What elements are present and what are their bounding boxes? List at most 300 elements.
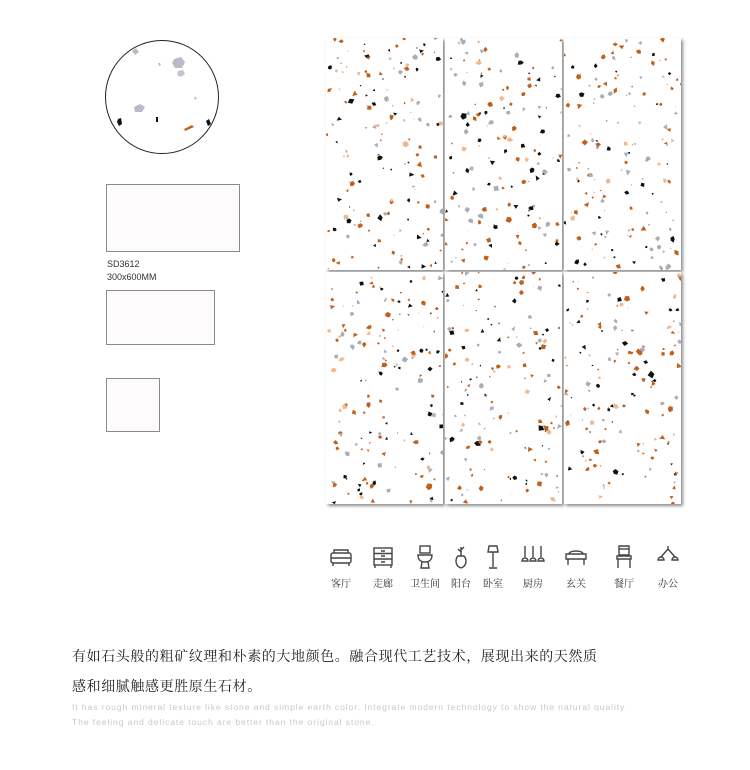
terrazzo-chip — [348, 99, 355, 104]
terrazzo-chip — [498, 351, 501, 354]
terrazzo-chip — [603, 256, 606, 258]
terrazzo-chip — [498, 415, 502, 420]
terrazzo-chip — [626, 170, 631, 176]
terrazzo-chip — [416, 46, 418, 49]
terrazzo-chip — [619, 303, 624, 307]
terrazzo-chip — [379, 71, 383, 75]
terrazzo-chip — [404, 67, 410, 72]
terrazzo-chip — [499, 69, 502, 73]
terrazzo-chip — [359, 282, 364, 286]
terrazzo-chip — [507, 337, 509, 339]
english-description-line-1: It has rough mineral texture like stone and simple earth color. Integrate modern technology to show the natural quality — [72, 702, 626, 712]
terrazzo-chip — [524, 377, 527, 379]
terrazzo-chip — [642, 92, 646, 96]
terrazzo-chip — [397, 432, 398, 433]
terrazzo-chip — [640, 286, 644, 292]
terrazzo-chip — [369, 281, 374, 284]
room-label: 餐厅 — [614, 579, 634, 590]
terrazzo-chip — [668, 180, 672, 184]
terrazzo-chip — [358, 484, 362, 488]
terrazzo-chip — [661, 278, 665, 282]
terrazzo-chip — [462, 81, 466, 86]
terrazzo-chip — [392, 105, 394, 107]
terrazzo-chip — [528, 206, 533, 210]
room-label: 卫生间 — [410, 579, 440, 590]
terrazzo-chip — [394, 366, 396, 368]
terrazzo-chip — [366, 325, 372, 329]
terrazzo-chip — [469, 378, 472, 380]
terrazzo-chip — [538, 115, 542, 118]
terrazzo-chip — [337, 198, 342, 202]
terrazzo-chip — [556, 222, 560, 226]
terrazzo-chip — [480, 74, 483, 78]
terrazzo-chip — [626, 94, 628, 96]
terrazzo-chip — [446, 299, 449, 302]
terrazzo-chip — [523, 107, 526, 111]
terrazzo-chip — [416, 101, 420, 105]
terrazzo-chip — [641, 178, 644, 181]
terrazzo-chip — [607, 408, 610, 411]
terrazzo-chip — [557, 159, 560, 162]
terrazzo-chip — [401, 255, 402, 257]
terrazzo-chip — [525, 249, 527, 251]
terrazzo-chip — [434, 38, 437, 40]
terrazzo-chip — [418, 145, 421, 149]
terrazzo-chip — [407, 219, 409, 221]
terrazzo-chip — [481, 72, 482, 74]
terrazzo-chip — [473, 116, 477, 121]
terrazzo-chip — [453, 172, 455, 174]
terrazzo-chip — [484, 469, 486, 471]
terrazzo-chip — [528, 315, 533, 319]
terrazzo-chip — [405, 63, 410, 67]
terrazzo-chip — [440, 233, 443, 236]
terrazzo-chip — [677, 363, 681, 368]
terrazzo-chip — [387, 489, 391, 493]
terrazzo-chip — [598, 326, 602, 330]
terrazzo-chip — [336, 261, 340, 265]
terrazzo-chip — [429, 264, 432, 268]
terrazzo-chip — [368, 230, 370, 233]
terrazzo-chip — [350, 312, 355, 317]
terrazzo-closeup-circle — [105, 40, 219, 154]
terrazzo-chip — [678, 332, 680, 334]
terrazzo-chip — [648, 371, 655, 379]
terrazzo-chip — [478, 284, 481, 288]
terrazzo-chip — [450, 437, 455, 443]
terrazzo-chip — [677, 339, 681, 344]
terrazzo-chip — [338, 421, 341, 423]
terrazzo-chip — [428, 350, 431, 354]
terrazzo-chip — [463, 283, 465, 285]
terrazzo-chip — [521, 180, 526, 185]
terrazzo-chip — [395, 388, 399, 391]
room-bedroom — [473, 544, 513, 590]
terrazzo-chip — [504, 149, 507, 154]
terrazzo-chip — [511, 185, 513, 187]
terrazzo-chip — [493, 417, 495, 419]
chair-icon — [611, 544, 637, 570]
room-label: 卧室 — [483, 579, 503, 590]
terrazzo-chip — [539, 278, 541, 281]
terrazzo-chip — [446, 293, 450, 297]
terrazzo-chip — [402, 356, 409, 362]
terrazzo-chip — [453, 363, 456, 366]
terrazzo-chip — [489, 376, 491, 378]
terrazzo-chip — [439, 425, 443, 429]
terrazzo-chip — [546, 222, 551, 227]
terrazzo-chip — [673, 294, 677, 299]
product-spec — [107, 258, 157, 284]
terrazzo-chip — [589, 431, 590, 433]
terrazzo-chip — [430, 312, 432, 314]
terrazzo-chip — [477, 436, 481, 440]
terrazzo-chip — [618, 429, 621, 434]
terrazzo-chip — [392, 345, 394, 347]
terrazzo-chip — [333, 440, 338, 444]
terrazzo-chip — [397, 300, 400, 303]
terrazzo-chip — [354, 224, 356, 226]
terrazzo-chip — [460, 113, 466, 120]
terrazzo-chip — [622, 404, 626, 407]
terrazzo-chip — [631, 86, 633, 88]
terrazzo-chip — [611, 50, 614, 54]
terrazzo-chip — [419, 49, 424, 53]
terrazzo-chip — [542, 445, 544, 447]
terrazzo-chip — [360, 380, 362, 382]
terrazzo-chip — [448, 349, 452, 352]
terrazzo-chip — [584, 192, 587, 195]
terrazzo-chip — [616, 74, 619, 77]
terrazzo-chip — [591, 231, 596, 235]
terrazzo-chip — [587, 292, 589, 294]
terrazzo-chip — [564, 54, 566, 58]
terrazzo-chip — [398, 367, 400, 370]
terrazzo-chip — [427, 228, 430, 231]
terrazzo-chip — [461, 381, 462, 382]
terrazzo-chip — [336, 446, 340, 450]
terrazzo-chip — [478, 145, 480, 147]
terrazzo-chip — [464, 52, 468, 55]
terrazzo-chip — [455, 257, 457, 259]
terrazzo-chip — [452, 327, 455, 330]
terrazzo-chip — [345, 452, 350, 457]
terrazzo-chip — [545, 262, 547, 264]
terrazzo-chip — [373, 89, 376, 91]
terrazzo-chip — [594, 243, 597, 245]
terrazzo-chip — [404, 163, 406, 165]
terrazzo-chip — [415, 473, 417, 475]
terrazzo-texture — [564, 38, 681, 270]
terrazzo-chip — [570, 216, 575, 221]
terrazzo-chip — [390, 115, 394, 121]
terrazzo-chip — [471, 474, 473, 477]
terrazzo-chip — [645, 246, 648, 248]
terrazzo-tile — [445, 272, 562, 504]
terrazzo-chip — [566, 308, 569, 311]
terrazzo-chip — [584, 202, 589, 207]
terrazzo-chip — [557, 475, 559, 477]
terrazzo-chip — [482, 207, 487, 212]
terrazzo-tile — [564, 38, 681, 270]
terrazzo-chip — [670, 351, 675, 356]
terrazzo-chip — [628, 229, 631, 232]
terrazzo-chip — [612, 56, 616, 60]
terrazzo-chip — [475, 289, 478, 292]
terrazzo-chip — [611, 421, 613, 423]
terrazzo-chip — [632, 144, 633, 146]
terrazzo-chip — [395, 44, 398, 48]
terrazzo-chip — [367, 332, 371, 336]
terrazzo-chip — [393, 113, 397, 116]
terrazzo-chip — [601, 439, 607, 443]
terrazzo-chip — [580, 315, 583, 318]
terrazzo-chip — [507, 263, 508, 264]
terrazzo-chip — [544, 379, 548, 383]
terrazzo-chip — [568, 466, 573, 470]
terrazzo-chip — [556, 486, 559, 489]
terrazzo-chip — [650, 256, 654, 259]
terrazzo-chip — [357, 72, 360, 75]
terrazzo-chip — [582, 419, 584, 420]
terrazzo-chip — [493, 370, 496, 372]
terrazzo-chip — [461, 272, 463, 274]
terrazzo-chip — [518, 241, 522, 245]
terrazzo-chip — [357, 341, 362, 345]
terrazzo-chip — [467, 384, 470, 387]
terrazzo-chip — [508, 412, 509, 414]
terrazzo-chip — [572, 324, 574, 326]
terrazzo-chip — [430, 500, 432, 503]
terrazzo-chip — [410, 432, 413, 435]
room-corridor — [363, 544, 403, 590]
terrazzo-chip — [359, 492, 362, 495]
terrazzo-chip — [585, 427, 588, 430]
terrazzo-chip — [399, 229, 402, 232]
terrazzo-chip — [343, 156, 345, 157]
terrazzo-chip — [650, 456, 654, 459]
terrazzo-chip — [407, 266, 410, 269]
terrazzo-chip — [337, 117, 342, 121]
terrazzo-chip — [464, 129, 469, 135]
bench-icon — [563, 544, 589, 570]
terrazzo-chip — [536, 175, 540, 180]
terrazzo-chip — [495, 208, 498, 210]
terrazzo-chip — [331, 123, 335, 126]
terrazzo-chip — [674, 111, 678, 114]
terrazzo-chip — [528, 181, 530, 182]
terrazzo-chip — [396, 364, 398, 367]
terrazzo-chip — [538, 420, 542, 423]
terrazzo-chip — [382, 363, 388, 368]
terrazzo-chip — [496, 364, 501, 368]
terrazzo-chip — [465, 168, 469, 174]
terrazzo-chip — [579, 92, 585, 97]
terrazzo-chip — [506, 111, 510, 115]
terrazzo-chip — [606, 120, 607, 122]
room-living — [321, 544, 361, 590]
terrazzo-chip — [436, 57, 441, 61]
terrazzo-chip — [611, 249, 613, 251]
terrazzo-chip — [574, 259, 579, 264]
terrazzo-chip — [407, 298, 410, 301]
terrazzo-chip — [535, 342, 538, 345]
terrazzo-chip — [624, 191, 629, 195]
terrazzo-chip — [557, 424, 562, 429]
terrazzo-chip — [550, 421, 553, 424]
terrazzo-chip — [343, 305, 344, 306]
terrazzo-chip — [589, 354, 591, 356]
terrazzo-chip — [532, 223, 537, 229]
terrazzo-chip — [595, 140, 598, 142]
terrazzo-chip — [532, 66, 534, 69]
terrazzo-chip — [378, 432, 381, 435]
terrazzo-chip — [386, 122, 388, 124]
terrazzo-chip — [624, 152, 629, 157]
terrazzo-chip — [617, 122, 620, 125]
terrazzo-chip — [475, 60, 482, 65]
terrazzo-chip — [357, 488, 360, 491]
terrazzo-chip — [628, 351, 631, 355]
terrazzo-chip — [433, 155, 437, 159]
terrazzo-chip — [607, 146, 611, 151]
terrazzo-chip — [487, 102, 493, 107]
terrazzo-chip — [434, 52, 435, 53]
terrazzo-chip — [582, 455, 584, 457]
terrazzo-chip — [525, 389, 531, 394]
terrazzo-chip — [676, 78, 679, 81]
terrazzo-chip — [666, 211, 667, 213]
terrazzo-chip — [494, 306, 497, 308]
terrazzo-chip — [382, 329, 385, 332]
terrazzo-chip — [643, 360, 648, 364]
terrazzo-chip — [516, 336, 518, 338]
terrazzo-chip — [610, 404, 614, 407]
terrazzo-chip — [560, 404, 562, 407]
terrazzo-chip — [537, 482, 542, 487]
terrazzo-chip — [484, 111, 487, 115]
terrazzo-chip — [601, 419, 605, 422]
terrazzo-chip — [601, 54, 606, 59]
terrazzo-chip — [327, 329, 332, 333]
terrazzo-chip — [612, 272, 618, 274]
terrazzo-chip — [463, 59, 465, 62]
terrazzo-chip — [624, 161, 627, 165]
terrazzo-chip — [515, 52, 519, 58]
terrazzo-chip — [641, 183, 645, 187]
terrazzo-chip — [448, 115, 452, 118]
terrazzo-chip — [457, 485, 462, 490]
terrazzo-chip — [555, 416, 557, 418]
terrazzo-chip — [524, 447, 527, 450]
terrazzo-chip — [546, 107, 548, 109]
terrazzo-chip — [332, 501, 336, 504]
terrazzo-chip — [533, 149, 536, 152]
terrazzo-chip — [400, 292, 403, 294]
terrazzo-chip — [488, 244, 492, 248]
terrazzo-chip — [667, 128, 672, 132]
terrazzo-chip — [487, 318, 489, 320]
terrazzo-chip — [637, 443, 641, 447]
terrazzo-chip — [427, 367, 432, 372]
terrazzo-chip — [564, 356, 566, 359]
terrazzo-chip — [543, 339, 547, 344]
terrazzo-chip — [662, 250, 665, 254]
terrazzo-chip — [344, 329, 347, 333]
terrazzo-chip — [650, 248, 654, 252]
terrazzo-chip — [511, 326, 515, 331]
terrazzo-chip — [670, 463, 673, 465]
terrazzo-chip — [668, 72, 671, 75]
terrazzo-chip — [644, 312, 649, 316]
terrazzo-chip — [503, 268, 506, 270]
terrazzo-chip — [608, 91, 614, 96]
terrazzo-chip — [434, 261, 437, 264]
terrazzo-texture — [326, 38, 443, 270]
terrazzo-chip — [446, 477, 450, 482]
terrazzo-chip — [604, 236, 606, 238]
terrazzo-chip — [587, 308, 589, 310]
terrazzo-chip — [671, 331, 675, 334]
terrazzo-chip — [468, 218, 473, 223]
terrazzo-chip — [606, 179, 611, 184]
terrazzo-chip — [474, 103, 476, 105]
terrazzo-chip — [381, 452, 386, 456]
terrazzo-chip — [351, 256, 354, 259]
terrazzo-chip — [380, 139, 382, 141]
terrazzo-chip — [660, 38, 665, 43]
terrazzo-texture — [445, 38, 562, 270]
terrazzo-chip — [360, 448, 362, 451]
terrazzo-chip — [594, 63, 598, 68]
terrazzo-chip — [410, 112, 412, 113]
terrazzo-chip — [343, 215, 349, 220]
terrazzo-chip — [547, 397, 551, 401]
terrazzo-chip — [359, 495, 364, 499]
terrazzo-chip — [377, 342, 380, 345]
terrazzo-chip — [352, 91, 357, 97]
terrazzo-chip — [403, 141, 409, 147]
terrazzo-chip — [661, 201, 663, 203]
terrazzo-chip — [414, 189, 415, 190]
terrazzo-chip — [418, 378, 424, 383]
terrazzo-chip — [576, 320, 580, 324]
terrazzo-chip — [372, 102, 377, 106]
terrazzo-chip — [478, 139, 482, 143]
terrazzo-chip — [620, 169, 622, 171]
terrazzo-chip — [399, 260, 403, 265]
terrazzo-chip — [499, 96, 505, 102]
room-label: 办公 — [658, 579, 678, 590]
terrazzo-chip — [676, 308, 680, 311]
terrazzo-chip — [539, 144, 540, 145]
terrazzo-chip — [479, 485, 484, 491]
terrazzo-chip — [531, 272, 536, 275]
terrazzo-chip — [391, 298, 394, 302]
terrazzo-chip — [461, 493, 464, 496]
terrazzo-chip — [426, 465, 430, 469]
terrazzo-chip — [600, 233, 602, 235]
terrazzo-chip — [631, 57, 632, 58]
terrazzo-chip — [392, 319, 394, 321]
terrazzo-chip — [487, 183, 491, 186]
terrazzo-chip — [364, 70, 367, 73]
terrazzo-chip — [598, 377, 601, 380]
terrazzo-chip — [540, 130, 545, 134]
terrazzo-chip — [528, 210, 530, 212]
terrazzo-chip — [393, 67, 395, 70]
terrazzo-chip — [515, 277, 519, 281]
